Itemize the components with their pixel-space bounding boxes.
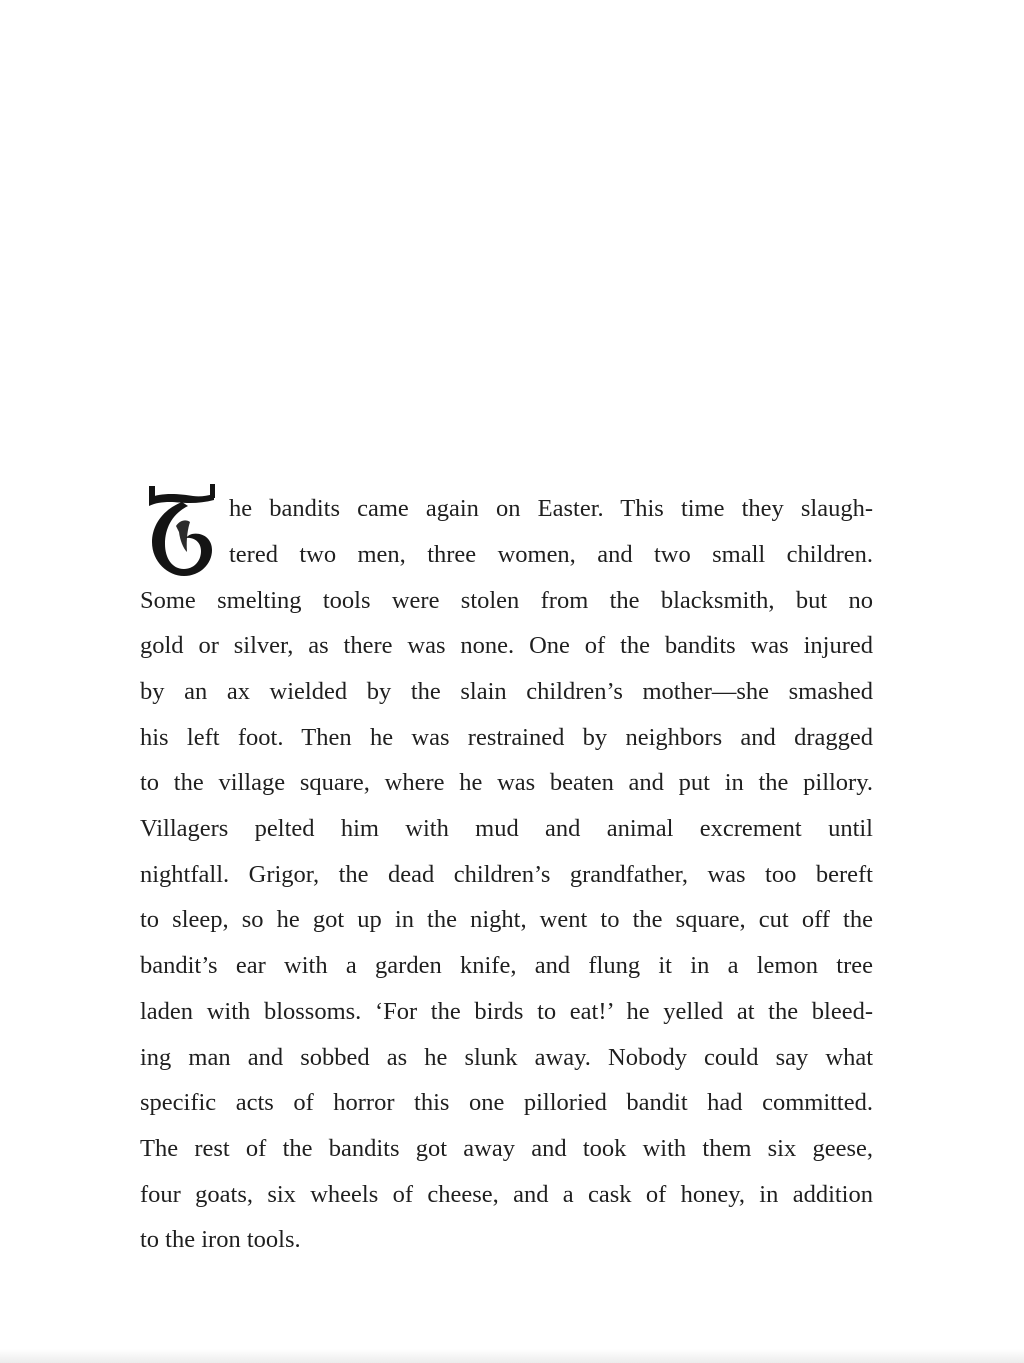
paragraph-line: to the village square, where he was beaten and put in the pillory. [140,769,873,796]
paragraph-line: his left foot. Then he was restrained by neighbors and dragged [140,724,873,751]
paragraph-line: specific acts of horror this one pilloried bandit had committed. [140,1089,873,1116]
paragraph-line: to sleep, so he got up in the night, went to the square, cut off the [140,906,873,933]
page-bottom-edge [0,1349,1024,1363]
paragraph-line: bandit’s ear with a garden knife, and flung it in a lemon tree [140,952,873,979]
paragraph-line: tered two men, three women, and two small children. [229,541,873,568]
paragraph-line-last: to the iron tools. [140,1226,301,1253]
paragraph-line: by an ax wielded by the slain children’s mother—she smashed [140,678,873,705]
paragraph-line: gold or silver, as there was none. One of the bandits was injured [140,632,873,659]
paragraph-line: Villagers pelted him with mud and animal excrement until [140,815,873,842]
paragraph-line: four goats, six wheels of cheese, and a cask of honey, in addition [140,1181,873,1208]
drop-cap-letter-t [140,482,224,578]
paragraph-line: laden with blossoms. ‘For the birds to eat!’ he yelled at the bleed- [140,998,873,1025]
paragraph-line: The rest of the bandits got away and took with them six geese, [140,1135,873,1162]
paragraph-line: nightfall. Grigor, the dead children’s grandfather, was too bereft [140,861,873,888]
paragraph-line: Some smelting tools were stolen from the blacksmith, but no [140,587,873,614]
paragraph-line: ing man and sobbed as he slunk away. Nobody could say what [140,1044,873,1071]
paragraph-line: he bandits came again on Easter. This time they slaugh- [229,495,873,522]
